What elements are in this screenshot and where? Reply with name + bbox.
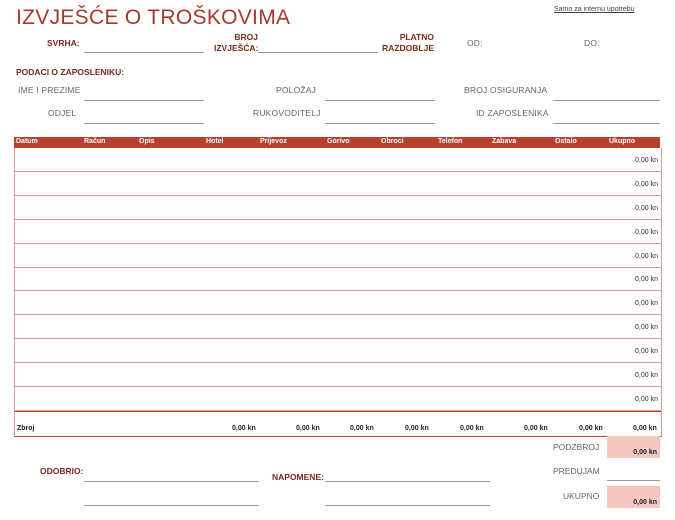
col-transport: Prijevoz [260,138,287,145]
total-other: 0,00 kn [579,425,603,432]
table-header [14,137,660,148]
row-total: 0,00 kn [635,253,658,260]
advance-field[interactable] [607,480,660,481]
subtotal-label: PODZBROJ [553,442,600,452]
grand-total-label: UKUPNO [563,491,600,501]
col-other: Ostalo [555,138,577,145]
row-total: 0,00 kn [635,157,658,164]
row-total: 0,00 kn [635,205,658,212]
totals-row [14,411,662,437]
report-number-label-line2: IZVJEŠĆA: [214,43,259,53]
notes-label: NAPOMENE: [272,472,324,482]
col-entertainment: Zabava [492,138,517,145]
total-hotel: 0,00 kn [232,425,256,432]
expense-table [14,148,662,410]
row-total: 0,00 kn [635,300,658,307]
col-total: Ukupno [609,138,636,145]
pay-period-label [372,32,434,54]
col-fuel: Gorivo [327,138,350,145]
table-row[interactable] [15,148,661,172]
manager-field[interactable] [325,123,435,124]
table-row[interactable] [15,387,661,411]
notes-field-line1[interactable] [325,481,490,482]
period-from-label: OD: [467,38,483,48]
total-meals: 0,00 kn [405,425,429,432]
col-meals: Obroci [381,138,404,145]
period-to-label: DO: [584,38,600,48]
approved-field-line2[interactable] [84,505,259,506]
row-total: 0,00 kn [635,372,658,379]
pay-period-label-line1: PLATNO [399,32,434,42]
approved-label: ODOBRIO: [40,466,84,476]
position-field[interactable] [325,100,435,101]
table-row[interactable] [15,315,661,339]
total-transport: 0,00 kn [296,425,320,432]
total-phone: 0,00 kn [460,425,484,432]
row-total: 0,00 kn [635,229,658,236]
employee-id-label: ID ZAPOSLENIKA [476,108,549,118]
grand-total-value: 0,00 kn [633,499,657,506]
notes-field-line2[interactable] [325,505,490,506]
col-description: Opis [139,138,155,145]
row-total: 0,00 kn [635,396,658,403]
approved-field-line1[interactable] [84,481,259,482]
subtotal-value: 0,00 kn [633,449,657,456]
total-fuel: 0,00 kn [350,425,374,432]
table-row[interactable] [15,220,661,244]
subtotal-box [607,436,660,458]
col-phone: Telefon [438,138,463,145]
col-date: Datum [16,138,38,145]
insurance-field[interactable] [553,100,660,101]
manager-label: RUKOVODITELJ [253,108,321,118]
name-field[interactable] [84,100,204,101]
table-row[interactable] [15,196,661,220]
name-label: IME I PREZIME [18,85,81,95]
grand-total-box [607,486,660,508]
pay-period-label-line2: RAZDOBLJE [382,43,434,53]
table-row[interactable] [15,339,661,363]
table-row[interactable] [15,244,661,268]
report-number-label-line1: BROJ [234,32,258,42]
total-grand: 0,00 kn [633,425,657,432]
totals-label: Zbroj [17,425,35,432]
page-title: IZVJEŠĆE O TROŠKOVIMA [16,6,291,29]
total-entertainment: 0,00 kn [524,425,548,432]
employee-id-field[interactable] [553,123,660,124]
table-row[interactable] [15,267,661,291]
insurance-label: BROJ OSIGURANJA [464,85,548,95]
department-label: ODJEL [48,108,77,118]
advance-label: PREDUJAM [553,466,600,476]
table-row[interactable] [15,172,661,196]
table-row[interactable] [15,363,661,387]
row-total: 0,00 kn [635,181,658,188]
table-row[interactable] [15,291,661,315]
col-hotel: Hotel [206,138,224,145]
report-number-field[interactable] [258,52,378,53]
purpose-field[interactable] [84,52,204,53]
row-total: 0,00 kn [635,324,658,331]
position-label: POLOŽAJ [276,85,317,95]
row-total: 0,00 kn [635,348,658,355]
row-total: 0,00 kn [635,276,658,283]
col-receipt: Račun [84,138,106,145]
purpose-label: SVRHA: [47,38,80,48]
department-field[interactable] [84,123,204,124]
report-number-label [214,32,258,54]
internal-use-note: Samo za internu upotrebu [554,6,635,13]
employee-section-title: PODACI O ZAPOSLENIKU: [16,67,125,77]
